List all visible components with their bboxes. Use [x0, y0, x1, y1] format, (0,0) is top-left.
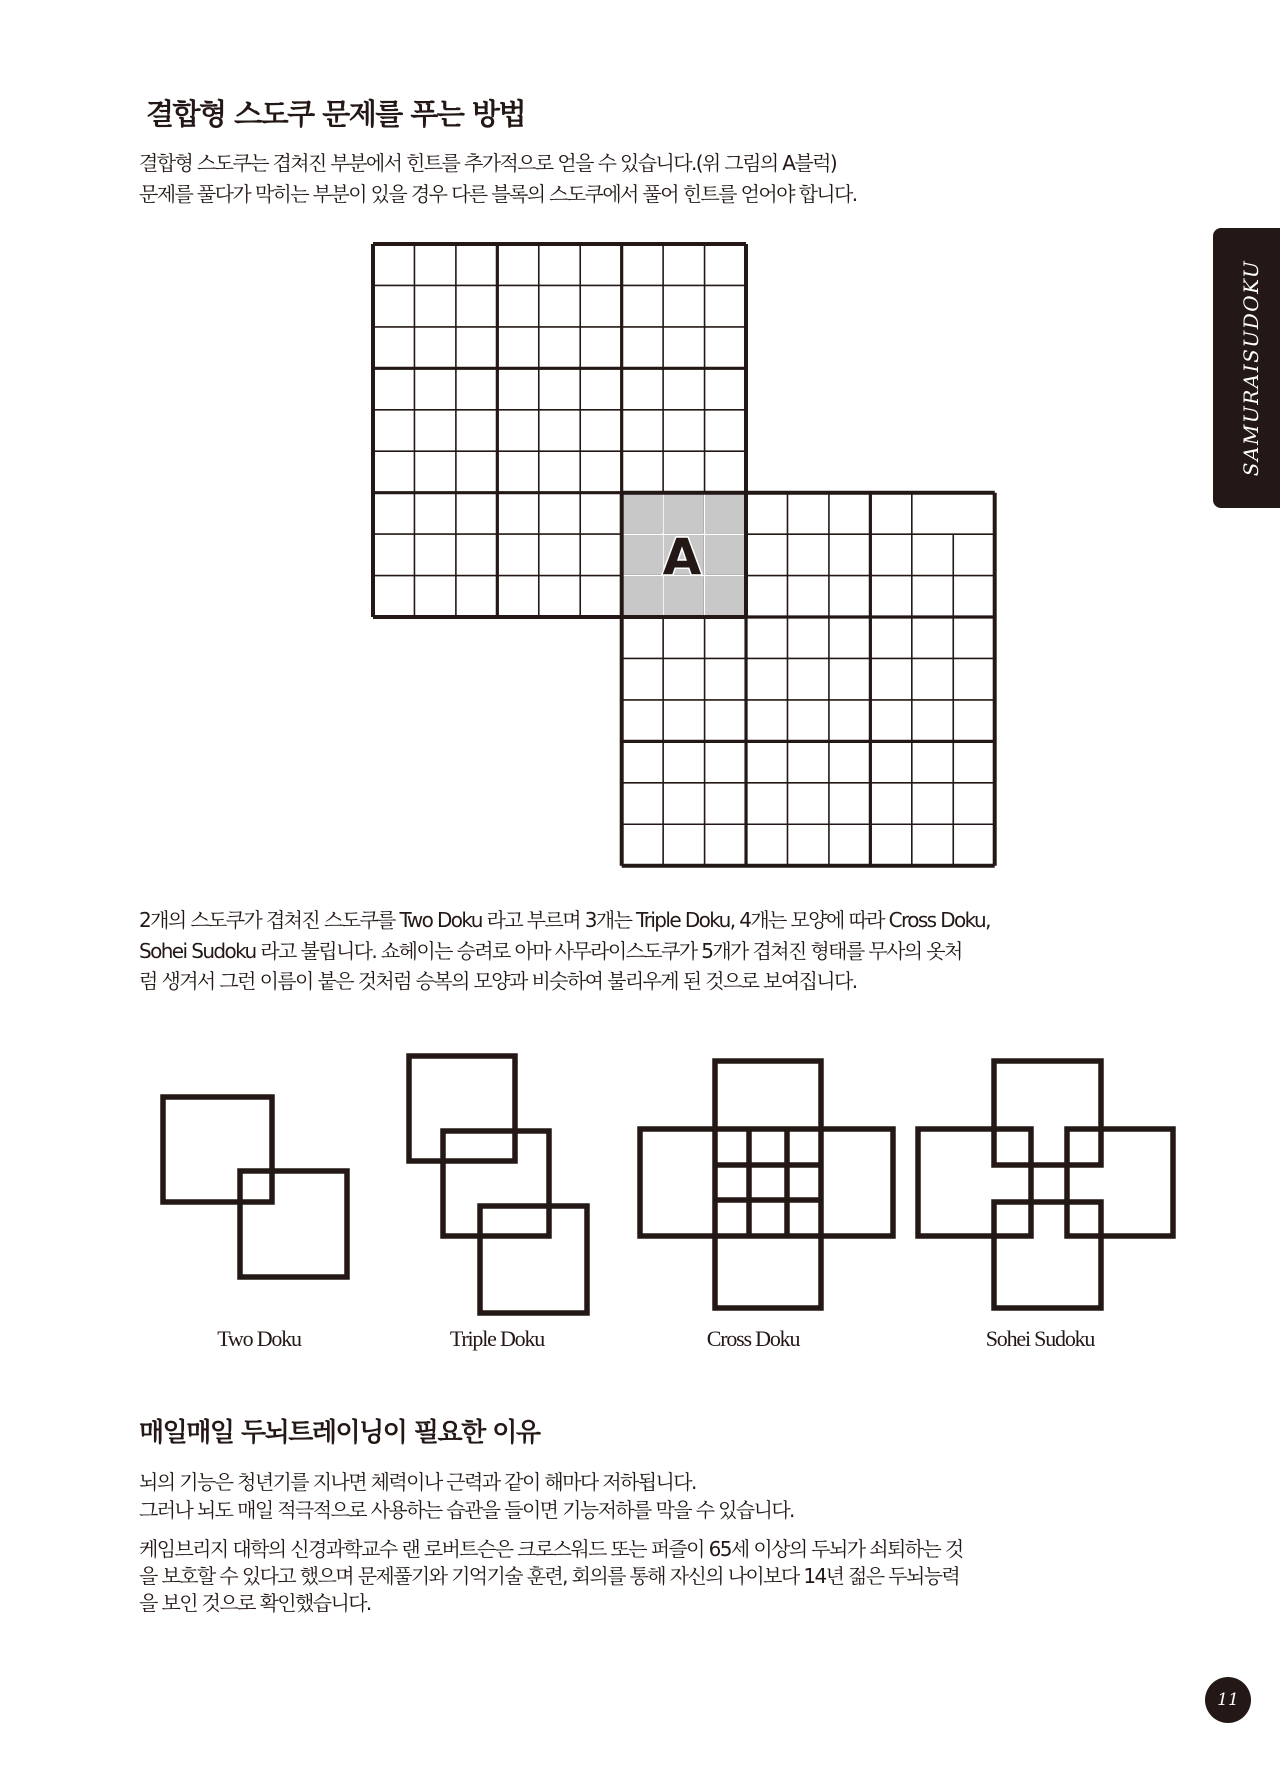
label-two-doku: Two Doku [217, 1326, 301, 1351]
text-line: 을 보인 것으로 확인했습니다. [139, 1591, 371, 1615]
text-line: Sohei Sudoku 라고 불립니다. 쇼헤이는 승려로 아마 사무라이스도쿠가 5개가 겹쳐진 형태를 무사의 옷처 [139, 938, 962, 963]
text-line: 을 보호할 수 있다고 했으며 문제풀기와 기억기술 훈련, 회의를 통해 자신의 나이보다 14년 젊은 두뇌능력 [139, 1564, 960, 1588]
sohei-bottom-square [994, 1202, 1101, 1308]
label-sohei-sudoku: Sohei Sudoku [985, 1326, 1095, 1351]
variants-paragraph [139, 905, 990, 997]
cross-doku-vertical [715, 1061, 821, 1308]
brain-paragraph-2 [139, 1536, 963, 1617]
brain-paragraph-1 [139, 1468, 794, 1524]
page-number: 11 [1205, 1677, 1251, 1723]
section-title-how-to-solve: 결합형 스도쿠 문제를 푸는 방법 [146, 97, 526, 131]
text-line: 럼 생겨서 그런 이름이 붙은 것처럼 승복의 모양과 비슷하여 불리우게 된 것으로 보여집니다. [139, 969, 857, 993]
text-line: 그러나 뇌도 매일 적극적으로 사용하는 습관을 들이면 기능저하를 막을 수 있습니다. [139, 1498, 794, 1522]
text-line: 결합형 스도쿠는 겹쳐진 부분에서 힌트를 추가적으로 얻을 수 있습니다.(위 그림의 A블럭) [139, 151, 837, 175]
sohei-top-square [994, 1061, 1101, 1165]
text-line: 케임브리지 대학의 신경과학교수 랜 로버트슨은 크로스워드 또는 퍼즐이 65세 이상의 두뇌가 쇠퇴하는 것 [139, 1537, 963, 1561]
overlap-block-label: A [662, 528, 702, 586]
section-title-brain-training: 매일매일 두뇌트레이닝이 필요한 이유 [139, 1418, 540, 1448]
triple-doku-square [480, 1206, 587, 1313]
text-line: 뇌의 기능은 청년기를 지나면 체력이나 근력과 같이 해마다 저하됩니다. [139, 1470, 696, 1494]
label-cross-doku: Cross Doku [706, 1326, 800, 1351]
triple-doku-square [443, 1131, 549, 1236]
two-doku-square [163, 1097, 272, 1202]
cross-doku-horizontal [640, 1129, 893, 1236]
sohei-right-square [1067, 1129, 1173, 1236]
text-line: 문제를 풀다가 막히는 부분이 있을 경우 다른 블록의 스도쿠에서 풀어 힌트를 얻어야 합니다. [139, 182, 857, 206]
side-tab-label: SAMURAISUDOKU [1239, 259, 1263, 477]
triple-doku-square [409, 1056, 515, 1161]
text-line: 2개의 스도쿠가 겹쳐진 스도쿠를 Two Doku 라고 부르며 3개는 Triple Doku, 4개는 모양에 따라 Cross Doku, [139, 908, 990, 932]
sohei-left-square [918, 1129, 1031, 1236]
side-tab [1213, 228, 1280, 508]
two-doku-square [240, 1171, 347, 1277]
label-triple-doku: Triple Doku [449, 1326, 545, 1351]
